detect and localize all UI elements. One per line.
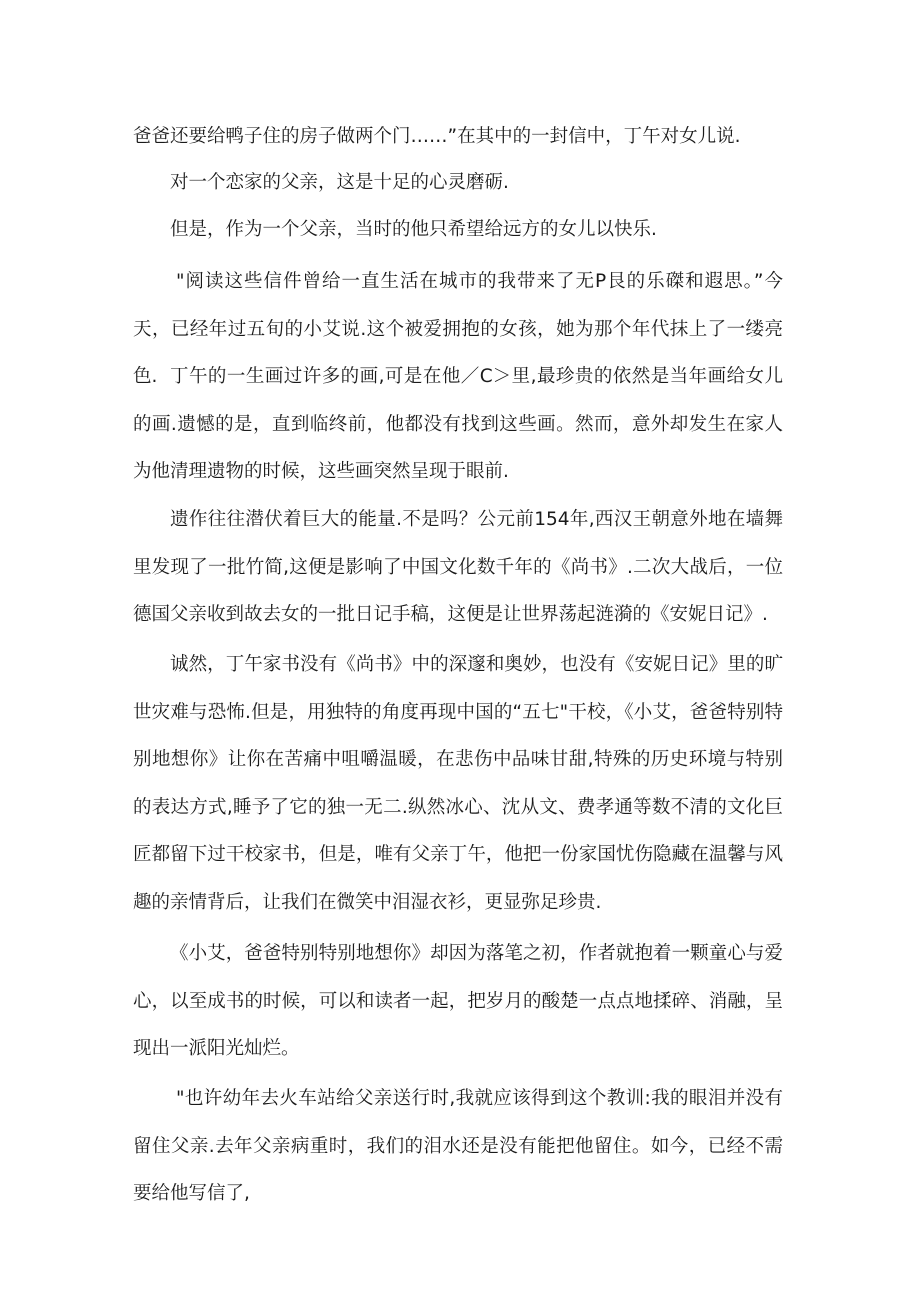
paragraph-6: 遗作往往潜伏着巨大的能量.不是吗？公元前154年,西汉王朝意外地在墙舞里发现了一批竹简,这便是影响了中国文化数千年的《尚书》.二次大战后，一位德国父亲收到故去女的一批日记手稿，这便是让世界荡起涟漪的《安妮日记》. <box>133 509 783 625</box>
paragraph-9: "也许幼年去火车站给父亲送行时,我就应该得到这个教训:我的眼泪并没有留住父亲.去年父亲病重时，我们的泪水还是没有能把他留住。如今，已经不需要给他写信了, <box>133 1088 783 1204</box>
paragraph-4: "阅读这些信件曾给一直生活在城市的我带来了无P艮的乐磔和遐思。”今天，已经年过五旬的小艾说.这个被爱拥抱的女孩，她为那个年代抹上了一缕亮色. <box>133 271 783 387</box>
paragraph-8: 《小艾，爸爸特别特别地想你》却因为落笔之初，作者就抱着一颗童心与爱心，以至成书的时候，可以和读者一起，把岁月的酸楚一点点地揉碎、消融，呈现出一派阳光灿烂。 <box>133 943 783 1059</box>
paragraph-5: 丁午的一生画过许多的画,可是在他／C＞里,最珍贵的依然是当年画给女儿的画.遗憾的是，直到临终前，他都没有找到这些画。然而，意外却发生在家人为他清理遗物的时候，这些画突然呈现于眼前. <box>133 366 783 482</box>
paragraph-3: 但是，作为一个父亲，当时的他只希望给远方的女儿以快乐. <box>170 219 657 240</box>
paragraph-2: 对一个恋家的父亲，这是十足的心灵磨砺. <box>170 172 509 193</box>
paragraph-1: 爸爸还要给鸭子住的房子做两个门……”在其中的一封信中，丁午对女儿说. <box>133 126 741 147</box>
paragraph-7: 诚然，丁午家书没有《尚书》中的深邃和奥妙，也没有《安妮日记》里的旷世灾难与恐怖.但是，用独特的角度再现中国的“五七"干校，《小艾，爸爸特别特别地想你》让你在苦痛中咀嚼温暖，在悲伤中品味甘甜,特殊的历史环境与特别的表达方式,睡予了它的独一无二.纵然冰心、沈从文、费孝通等数不清的文化巨匠都留下过干校家书，但是，唯有父亲丁午，他把一份家国忧伤隐藏在温馨与风趣的亲情背后，让我们在微笑中泪湿衣衫，更显弥足珍贵. <box>133 654 783 913</box>
